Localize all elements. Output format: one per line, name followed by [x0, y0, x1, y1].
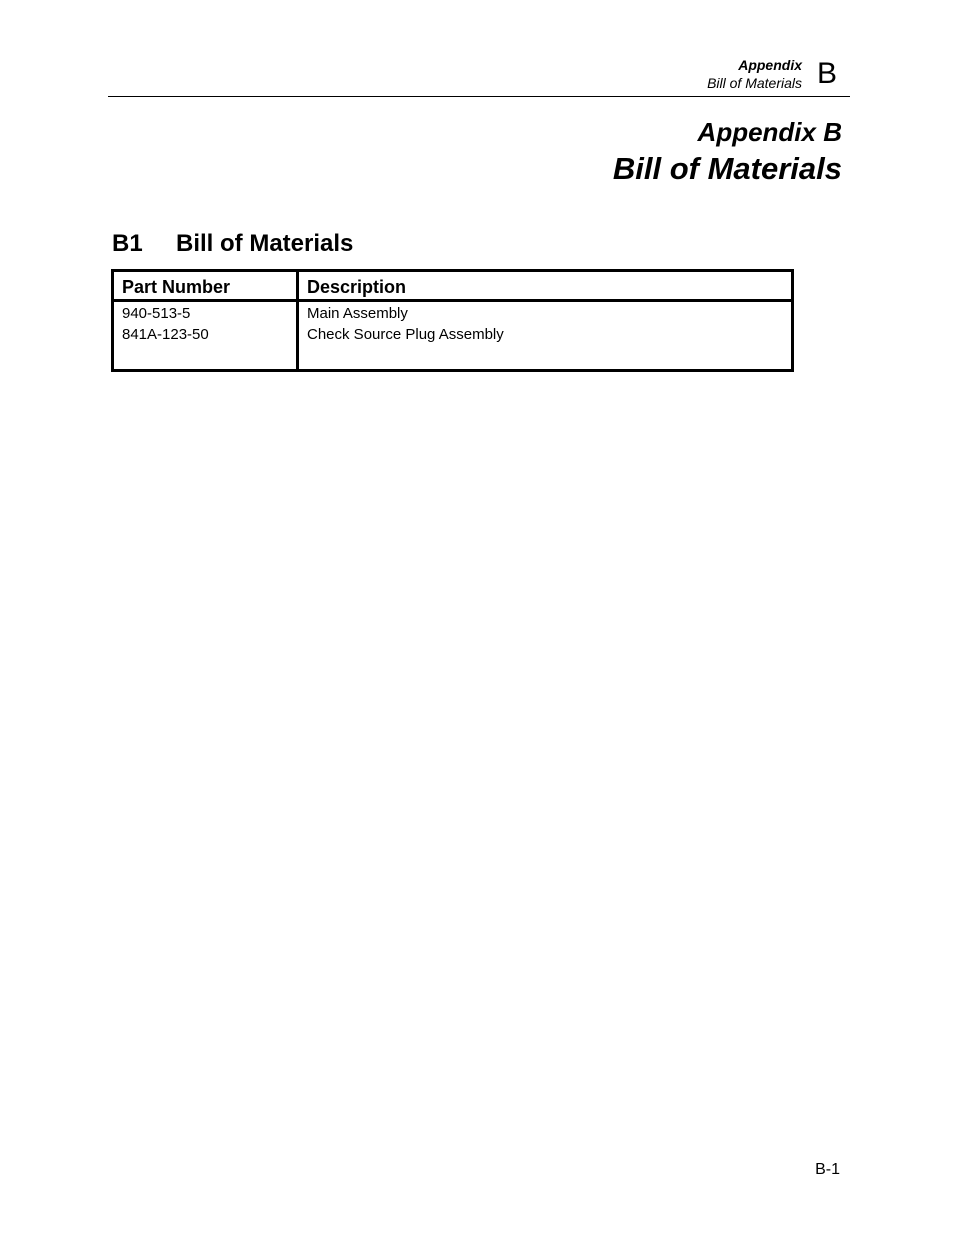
table-row [113, 301, 793, 371]
part-number: 841A-123-50 [122, 326, 209, 343]
section-title: Bill of Materials [176, 230, 354, 257]
running-header [707, 56, 802, 92]
running-header-title: Appendix [738, 57, 802, 73]
table-header-row [113, 271, 793, 301]
part-description: Main Assembly [307, 305, 408, 322]
part-description: Check Source Plug Assembly [307, 326, 504, 343]
appendix-letter: B [817, 57, 838, 90]
running-header-subtitle: Bill of Materials [707, 75, 802, 91]
description-cell [298, 301, 793, 371]
part-number: 940-513-5 [122, 305, 191, 322]
section-number: B1 [112, 230, 143, 257]
part-number-cell [113, 301, 298, 371]
chapter-title [613, 114, 842, 188]
chapter-label: Appendix B [697, 117, 842, 147]
bill-of-materials-table [111, 269, 794, 372]
chapter-name: Bill of Materials [612, 151, 842, 186]
header-divider [108, 96, 850, 97]
column-header-description: Description [298, 271, 793, 301]
section-heading [112, 228, 353, 260]
page-number: B-1 [815, 1161, 840, 1178]
column-header-part-number: Part Number [113, 271, 298, 301]
